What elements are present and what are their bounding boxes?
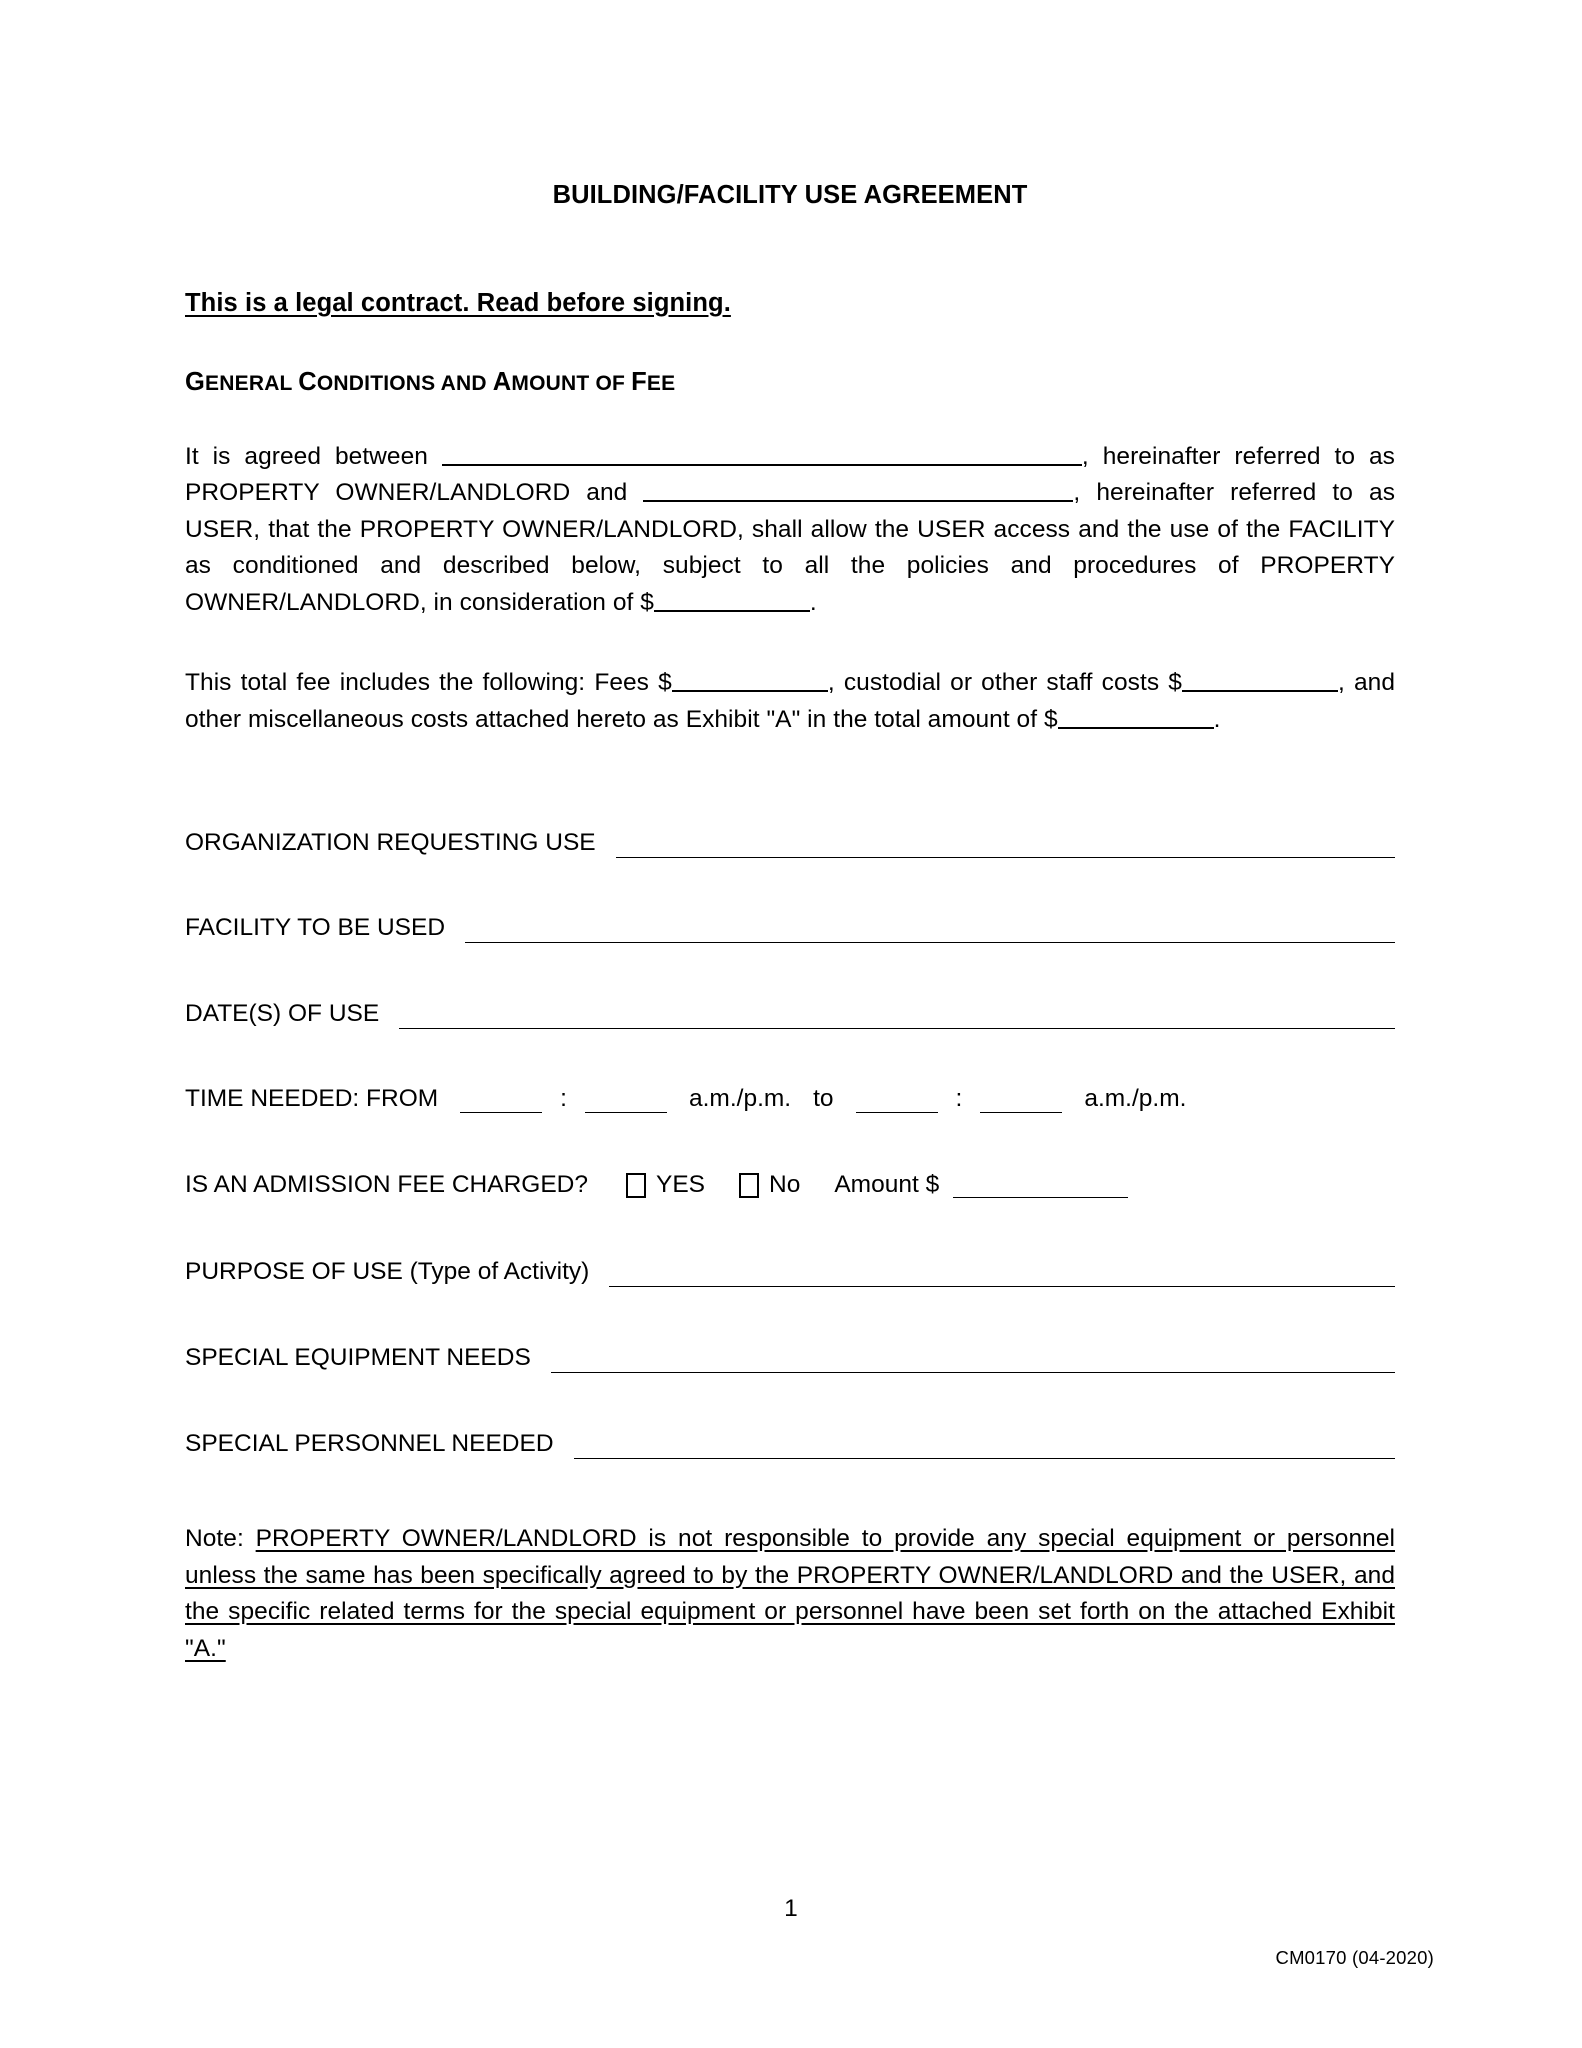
- agreement-text-1: It is agreed between: [185, 442, 428, 470]
- fee-text-1: This total fee includes the following: Fees $: [185, 669, 672, 697]
- section-heading-general-conditions: [185, 368, 1395, 397]
- heading-cap-a: A: [492, 367, 512, 396]
- property-owner-name-blank[interactable]: [442, 439, 1082, 466]
- consideration-amount-blank[interactable]: [654, 585, 810, 612]
- field-special-personnel-needed: [185, 1429, 1395, 1459]
- agreement-text-2: , hereinafter referred to as PROPERTY OWNER/LANDLORD and: [185, 442, 1395, 507]
- label-special-personnel-needed: SPECIAL PERSONNEL NEEDED: [185, 1430, 554, 1458]
- label-dates-of-use: DATE(S) OF USE: [185, 1000, 380, 1028]
- heading-rest-fee: EE: [646, 371, 676, 395]
- legal-contract-notice: This is a legal contract. Read before signing.: [185, 288, 731, 317]
- label-admission-no: No: [769, 1171, 801, 1199]
- label-to-meridiem: a.m./p.m.: [1084, 1085, 1187, 1113]
- fees-amount-blank[interactable]: [672, 665, 828, 692]
- checkbox-admission-no[interactable]: [739, 1173, 759, 1198]
- agreement-paragraph: [185, 439, 1395, 622]
- field-dates-of-use: [185, 999, 1395, 1029]
- fee-text-4: .: [1213, 705, 1221, 733]
- field-organization-requesting-use: [185, 828, 1395, 858]
- total-amount-blank[interactable]: [1058, 702, 1214, 729]
- input-to-minute[interactable]: [980, 1088, 1062, 1113]
- heading-cap-f: F: [631, 367, 647, 396]
- label-from-meridiem: a.m./p.m.: [688, 1085, 792, 1113]
- agreement-text-3: , hereinafter referred to as USER, that the PROPERTY OWNER/LANDLORD, shall allow the USER access and the use of the FACILITY as conditioned and described below, subject to all the policies and procedures of PROPERTY OWNER/LANDLORD, in consideration of $: [185, 479, 1395, 616]
- heading-word-of: OF: [595, 371, 626, 395]
- page-content: [185, 0, 1395, 1667]
- input-from-minute[interactable]: [585, 1088, 667, 1113]
- label-organization-requesting-use: ORGANIZATION REQUESTING USE: [185, 829, 596, 857]
- input-purpose-of-use[interactable]: [609, 1261, 1395, 1287]
- field-special-equipment-needs: [185, 1343, 1395, 1373]
- heading-word-and: AND: [440, 371, 487, 395]
- time-colon-to: :: [955, 1085, 963, 1113]
- page-number: 1: [784, 1895, 798, 1922]
- fee-text-2: , custodial or other staff costs $: [827, 669, 1182, 697]
- field-purpose-of-use: [185, 1257, 1395, 1287]
- field-time-needed: [185, 1085, 1395, 1113]
- label-admission-yes: YES: [655, 1171, 706, 1199]
- heading-rest-general: ENERAL: [205, 371, 293, 395]
- agreement-text-4: .: [809, 588, 817, 616]
- input-special-equipment-needs[interactable]: [551, 1347, 1395, 1373]
- label-time-needed: TIME NEEDED: FROM: [185, 1085, 439, 1113]
- label-time-to: to: [813, 1085, 834, 1113]
- field-admission-fee-charged: [185, 1171, 1395, 1199]
- input-from-hour[interactable]: [460, 1088, 542, 1113]
- fee-breakdown-paragraph: [185, 665, 1395, 738]
- fee-text-3: , and other miscellaneous costs attached hereto as Exhibit "A" in the total amount of $: [185, 669, 1395, 733]
- page-title: BUILDING/FACILITY USE AGREEMENT: [552, 181, 1028, 209]
- input-organization-requesting-use[interactable]: [616, 832, 1395, 858]
- input-special-personnel-needed[interactable]: [574, 1433, 1395, 1459]
- input-admission-amount[interactable]: [953, 1173, 1128, 1198]
- input-facility-to-be-used[interactable]: [465, 917, 1395, 943]
- custodial-costs-blank[interactable]: [1182, 665, 1338, 692]
- label-admission-fee-charged: IS AN ADMISSION FEE CHARGED?: [185, 1171, 588, 1199]
- note-block: [185, 1521, 1395, 1667]
- form-code: CM0170 (04-2020): [1275, 1947, 1434, 1968]
- user-name-blank[interactable]: [643, 475, 1073, 502]
- time-colon-from: :: [560, 1085, 567, 1113]
- field-facility-to-be-used: [185, 913, 1395, 943]
- input-dates-of-use[interactable]: [399, 1003, 1395, 1029]
- heading-rest-conditions: ONDITIONS: [316, 371, 436, 395]
- note-label: Note:: [185, 1525, 244, 1553]
- label-purpose-of-use: PURPOSE OF USE (Type of Activity): [185, 1258, 590, 1286]
- heading-cap-g: G: [185, 367, 206, 396]
- note-body-text: PROPERTY OWNER/LANDLORD is not responsible to provide any special equipment or personnel unless the same has been specifically agreed to by the PROPERTY OWNER/LANDLORD and the USER, and the specific related terms for the special equipment or personnel have been set forth on the attached Exhibit "A.": [185, 1525, 1395, 1662]
- input-to-hour[interactable]: [856, 1088, 938, 1113]
- label-special-equipment-needs: SPECIAL EQUIPMENT NEEDS: [185, 1344, 531, 1372]
- checkbox-admission-yes[interactable]: [626, 1173, 646, 1198]
- heading-rest-amount: MOUNT: [511, 371, 590, 395]
- label-admission-amount: Amount $: [834, 1171, 940, 1199]
- heading-cap-c: C: [298, 367, 317, 396]
- label-facility-to-be-used: FACILITY TO BE USED: [185, 914, 446, 942]
